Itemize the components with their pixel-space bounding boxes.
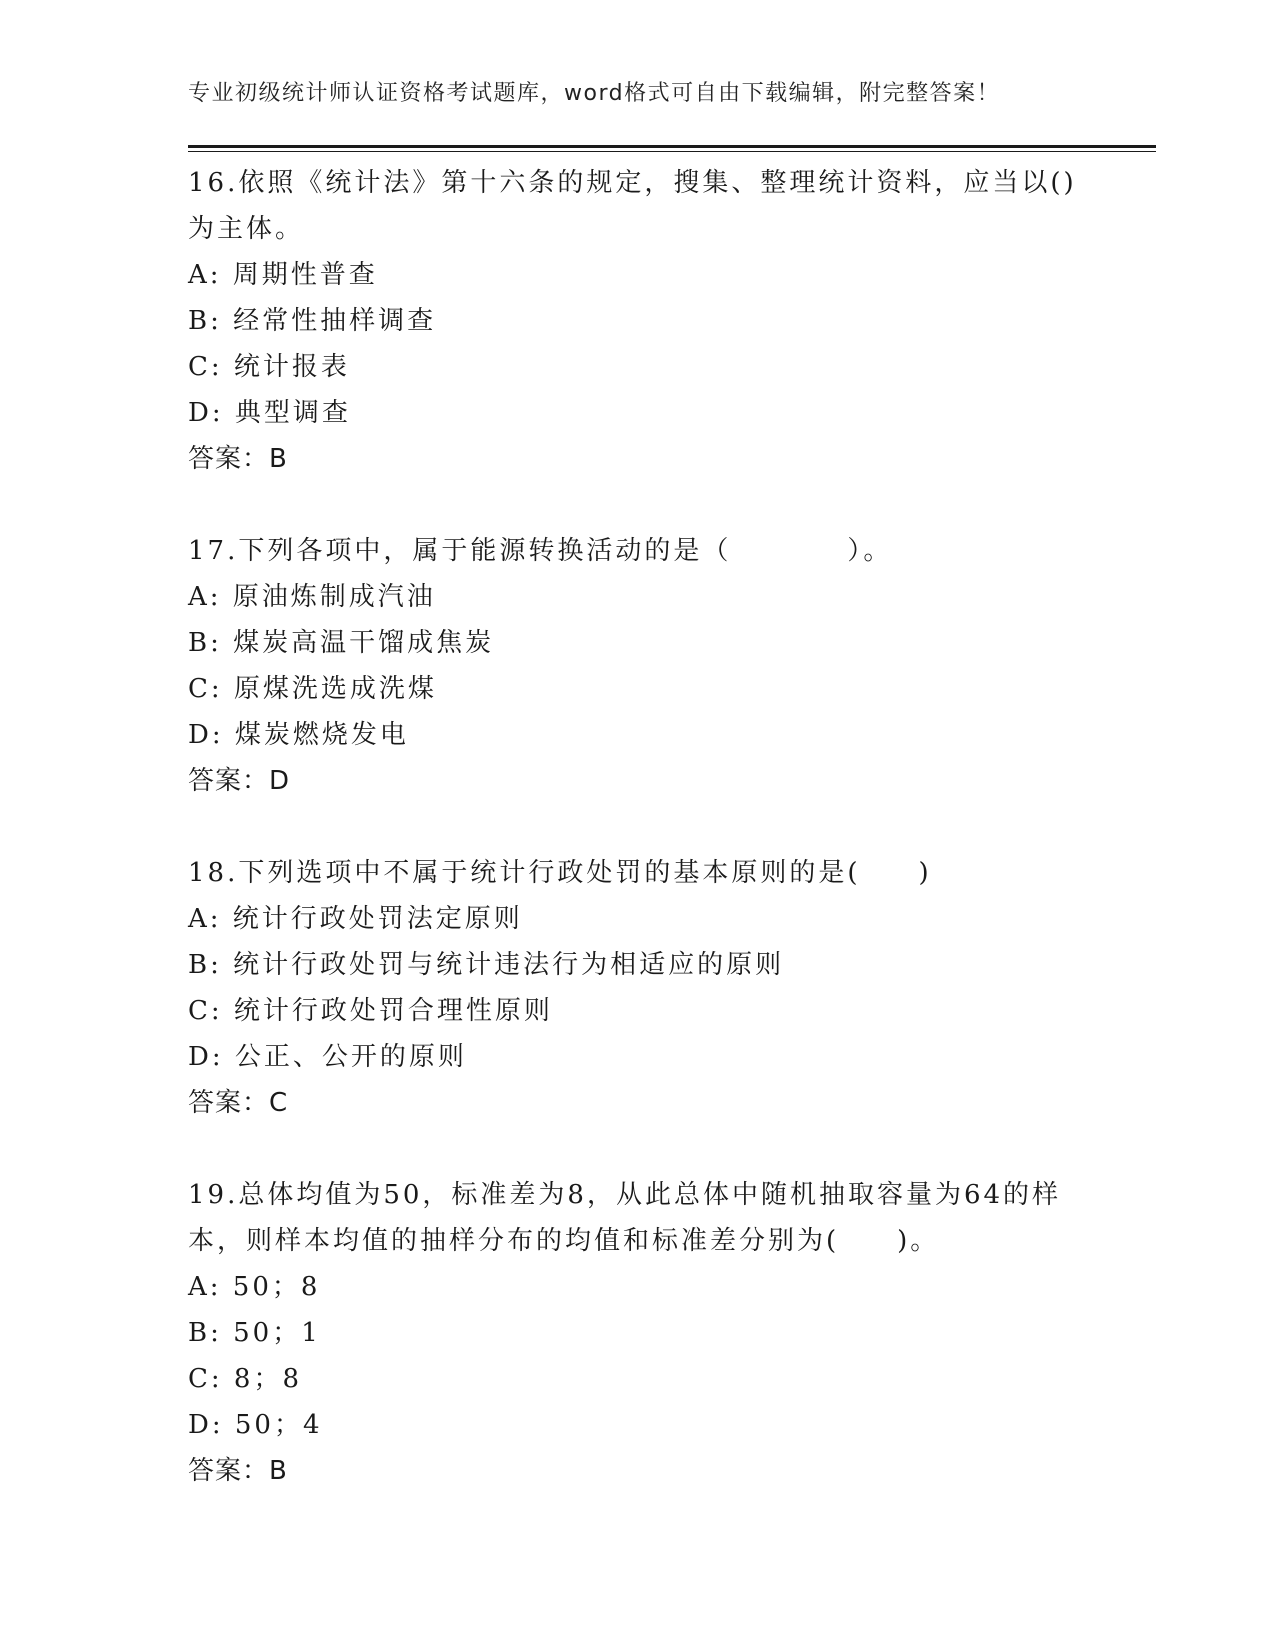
option-c: C: 统计行政处罚合理性原则 [188, 996, 553, 1026]
question-stem: 18.下列选项中不属于统计行政处罚的基本原则的是( ) [188, 858, 932, 888]
option-a: A: 原油炼制成汽油 [188, 582, 436, 612]
option-c: C: 原煤洗选成洗煤 [188, 674, 437, 704]
option-c: C: 统计报表 [188, 352, 350, 382]
option-d: D: 公正、公开的原则 [188, 1042, 467, 1072]
question-17 [188, 528, 1088, 804]
option-b: B: 统计行政处罚与统计违法行为相适应的原则 [188, 950, 785, 980]
question-stem: 16.依照《统计法》第十六条的规定，搜集、整理统计资料，应当以() [188, 168, 1077, 198]
question-list [188, 160, 1088, 1494]
option-d: D: 煤炭燃烧发电 [188, 720, 409, 750]
option-c: C: 8；8 [188, 1364, 303, 1394]
question-stem: 19.总体均值为50，标准差为8，从此总体中随机抽取容量为64的样 [188, 1180, 1062, 1210]
question-16 [188, 160, 1088, 482]
answer: 答案：B [188, 444, 288, 474]
header-rule-thin [188, 151, 1156, 152]
question-stem: 为主体。 [188, 214, 305, 244]
option-b: B: 50；1 [188, 1318, 321, 1348]
question-19 [188, 1172, 1088, 1494]
page-header: 专业初级统计师认证资格考试题库，word格式可自由下载编辑，附完整答案！ [188, 81, 1001, 106]
option-a: A: 50；8 [188, 1272, 321, 1302]
option-b: B: 经常性抽样调查 [188, 306, 437, 336]
header-rule-thick [188, 145, 1156, 148]
question-stem: 本，则样本均值的抽样分布的均值和标准差分别为( )。 [188, 1226, 940, 1256]
answer: 答案：C [188, 1088, 289, 1118]
option-d: D: 50；4 [188, 1410, 323, 1440]
question-18 [188, 850, 1088, 1126]
option-a: A: 统计行政处罚法定原则 [188, 904, 523, 934]
answer: 答案：B [188, 1456, 288, 1486]
option-d: D: 典型调查 [188, 398, 351, 428]
option-b: B: 煤炭高温干馏成焦炭 [188, 628, 495, 658]
answer: 答案：D [188, 766, 291, 796]
question-stem: 17.下列各项中，属于能源转换活动的是（ ）。 [188, 536, 893, 566]
option-a: A: 周期性普查 [188, 260, 378, 290]
